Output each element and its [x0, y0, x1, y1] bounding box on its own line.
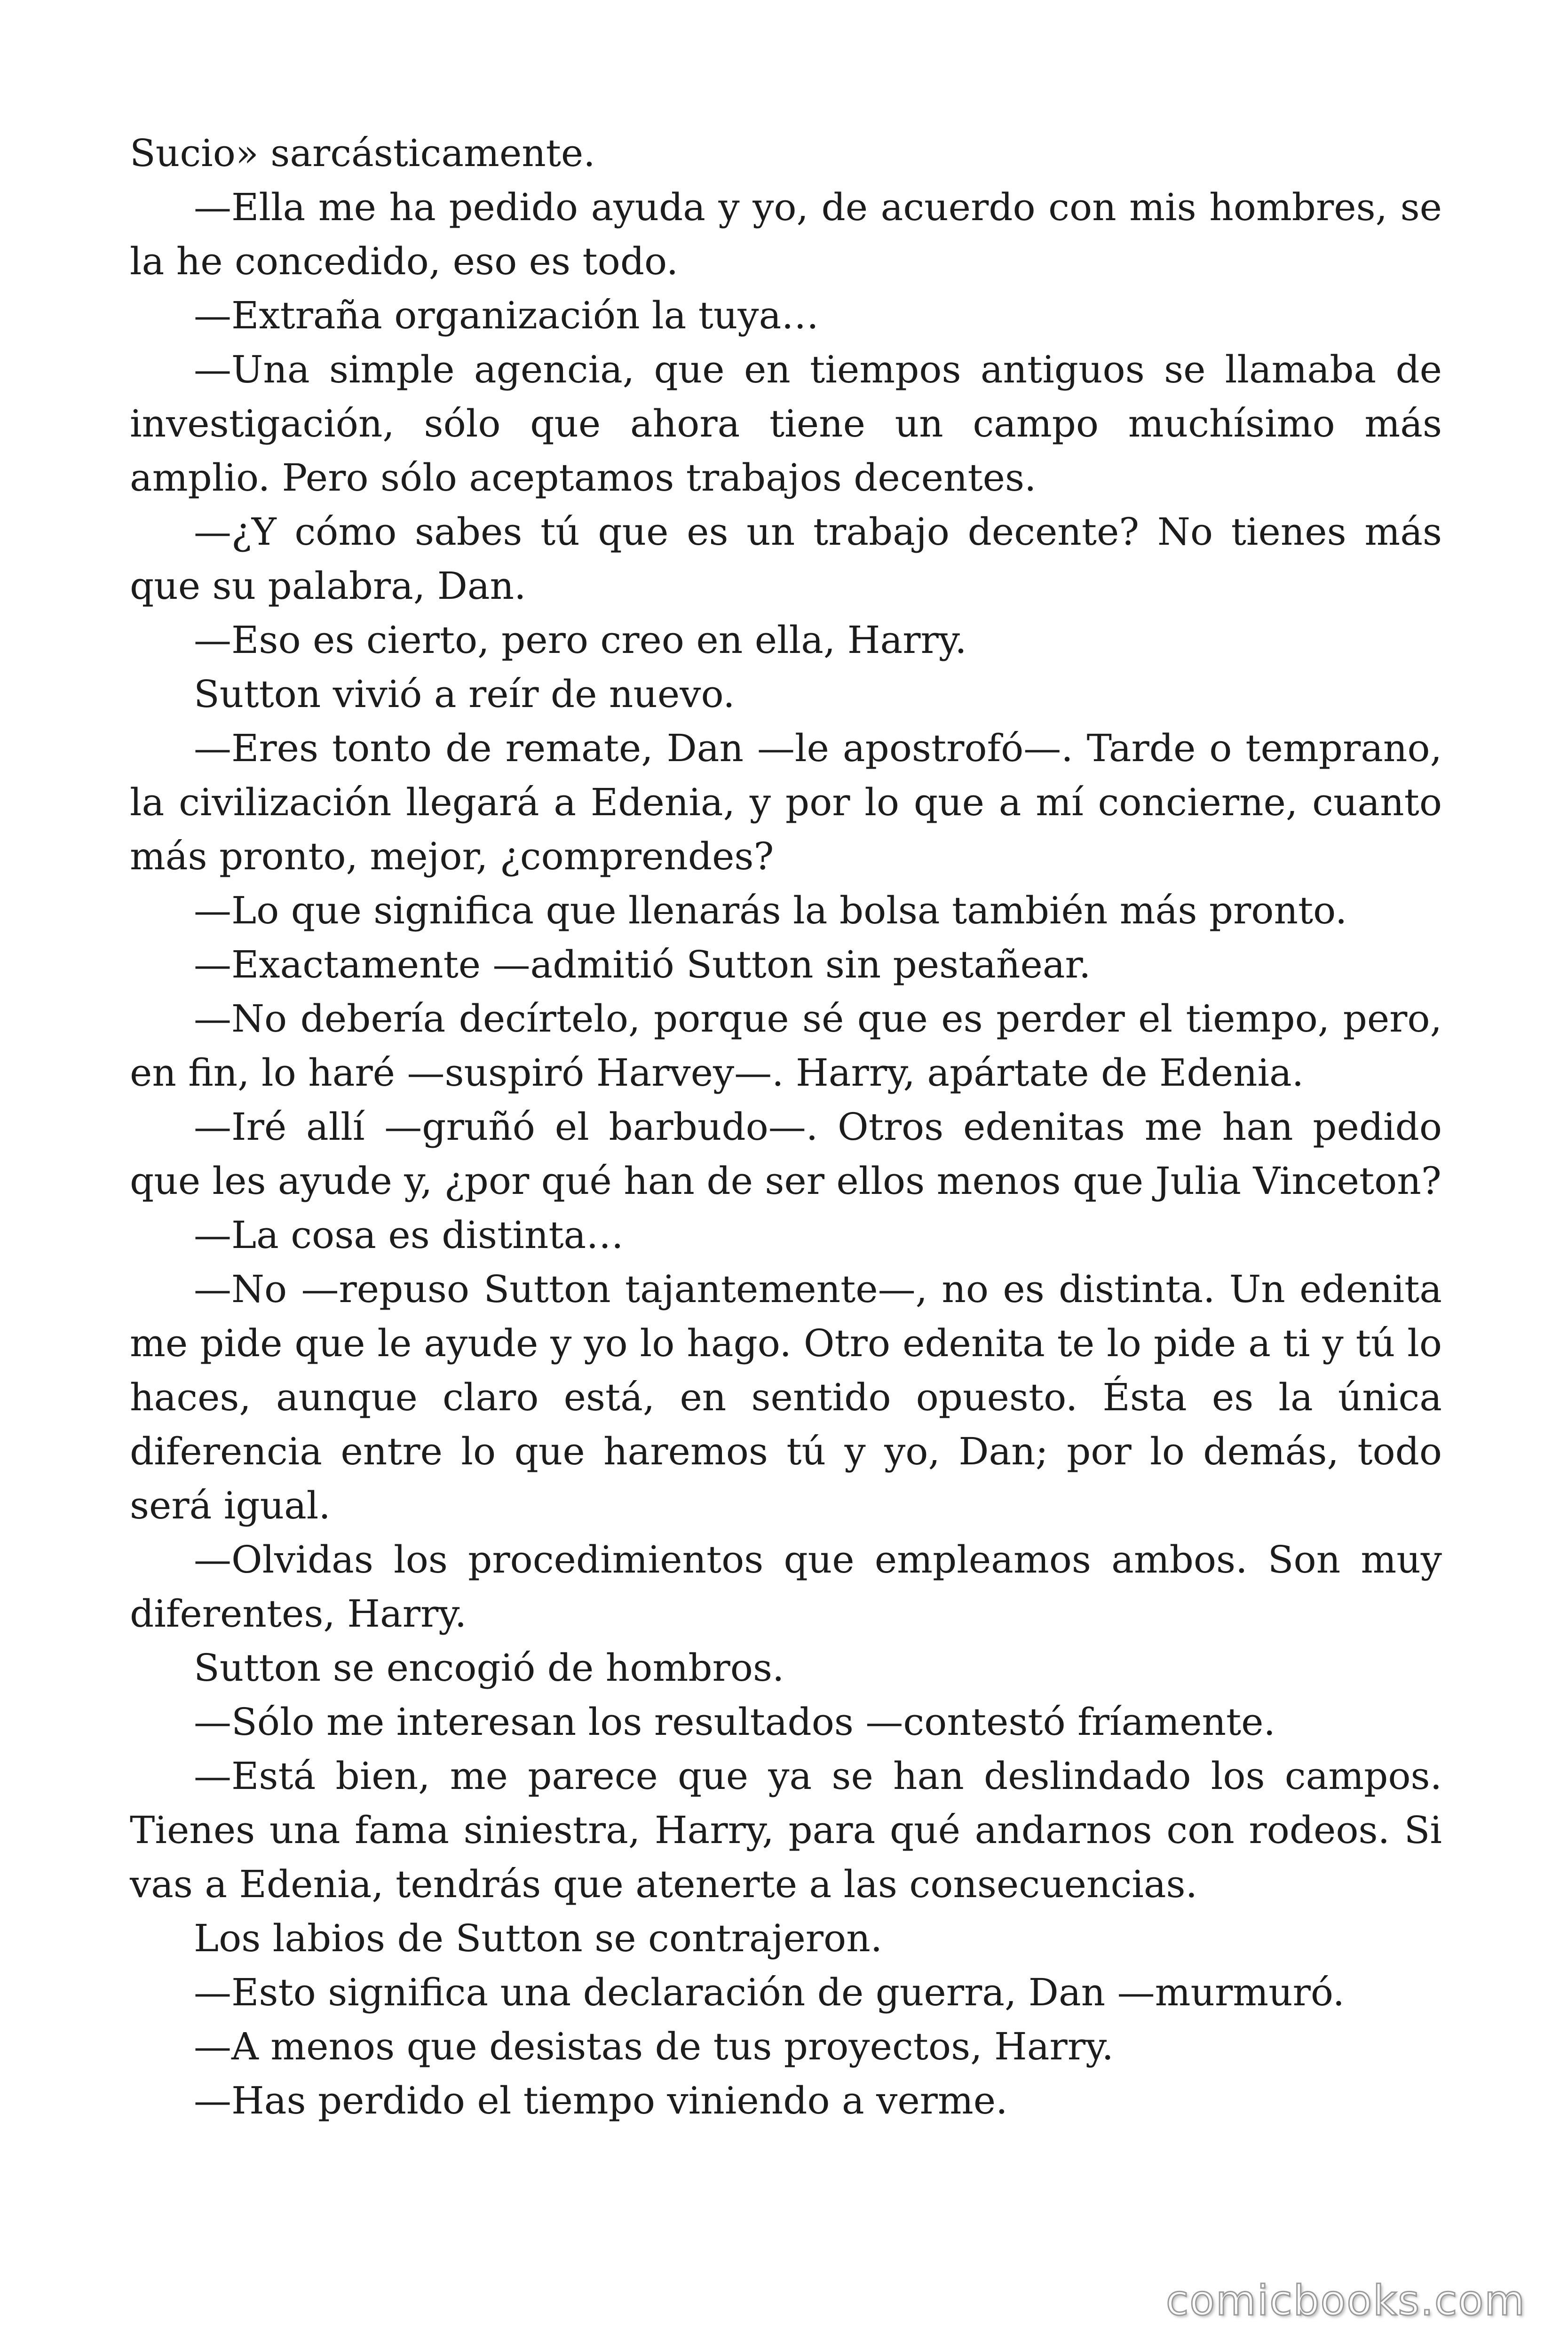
paragraph: —Eso es cierto, pero creo en ella, Harry. [194, 618, 967, 662]
paragraph: Sutton vivió a reír de nuevo. [194, 672, 735, 716]
paragraph: —Iré allí —gruñó el barbudo—. Otros edenitas me han pedido que les ayude y, ¿por qué han de ser ellos menos que Julia Vinceton? [130, 1105, 1442, 1203]
watermark: comicbooks.com [1165, 2276, 1526, 2325]
paragraph: —Está bien, me parece que ya se han deslindado los campos. Tienes una fama siniestra, Harry, para qué andarnos con rodeos. Si vas a Edenia, tendrás que atenerte a las consecuencias. [130, 1754, 1442, 1906]
paragraph: —No —repuso Sutton tajantemente—, no es distinta. Un edenita me pide que le ayude y yo lo hago. Otro edenita te lo pide a ti y tú lo haces, aunque claro está, en sentido opuesto. Ésta es la única diferencia entre lo que haremos tú y yo, Dan; por lo demás, todo será igual. [130, 1267, 1442, 1527]
paragraph: Sucio» sarcásticamente. [130, 131, 595, 175]
paragraph: —Esto significa una declaración de guerra, Dan —murmuró. [194, 1971, 1345, 2014]
paragraph: —Extraña organización la tuya… [194, 294, 819, 337]
paragraph: —A menos que desistas de tus proyectos, Harry. [194, 2025, 1114, 2068]
paragraph: —Exactamente —admitió Sutton sin pestañear. [194, 943, 1091, 986]
paragraph: —Eres tonto de remate, Dan —le apostrofó—. Tarde o temprano, la civilización llegará a Edenia, y por lo que a mí concierne, cuanto más pronto, mejor, ¿comprendes? [130, 726, 1442, 878]
paragraph: Los labios de Sutton se contrajeron. [194, 1916, 883, 1960]
paragraph: Sutton se encogió de hombros. [194, 1646, 784, 1690]
paragraph: —No debería decírtelo, porque sé que es perder el tiempo, pero, en fin, lo haré —suspiró Harvey—. Harry, apártate de Edenia. [130, 997, 1442, 1095]
paragraph: —¿Y cómo sabes tú que es un trabajo decente? No tienes más que su palabra, Dan. [130, 510, 1442, 608]
paragraph: —Sólo me interesan los resultados —contestó fríamente. [194, 1700, 1275, 1744]
paragraph: —Ella me ha pedido ayuda y yo, de acuerdo con mis hombres, se la he concedido, eso es todo. [130, 185, 1442, 283]
paragraph: —Olvidas los procedimientos que empleamos ambos. Son muy diferentes, Harry. [130, 1538, 1442, 1636]
paragraph: —Una simple agencia, que en tiempos antiguos se llamaba de investigación, sólo que ahora tiene un campo muchísimo más amplio. Pero sólo aceptamos trabajos decentes. [130, 348, 1442, 500]
paragraph: —Lo que significa que llenarás la bolsa también más pronto. [194, 889, 1347, 932]
paragraph: —Has perdido el tiempo viniendo a verme. [194, 2079, 1008, 2122]
page-text-block [130, 126, 1442, 2128]
paragraph: —La cosa es distinta… [194, 1213, 624, 1257]
